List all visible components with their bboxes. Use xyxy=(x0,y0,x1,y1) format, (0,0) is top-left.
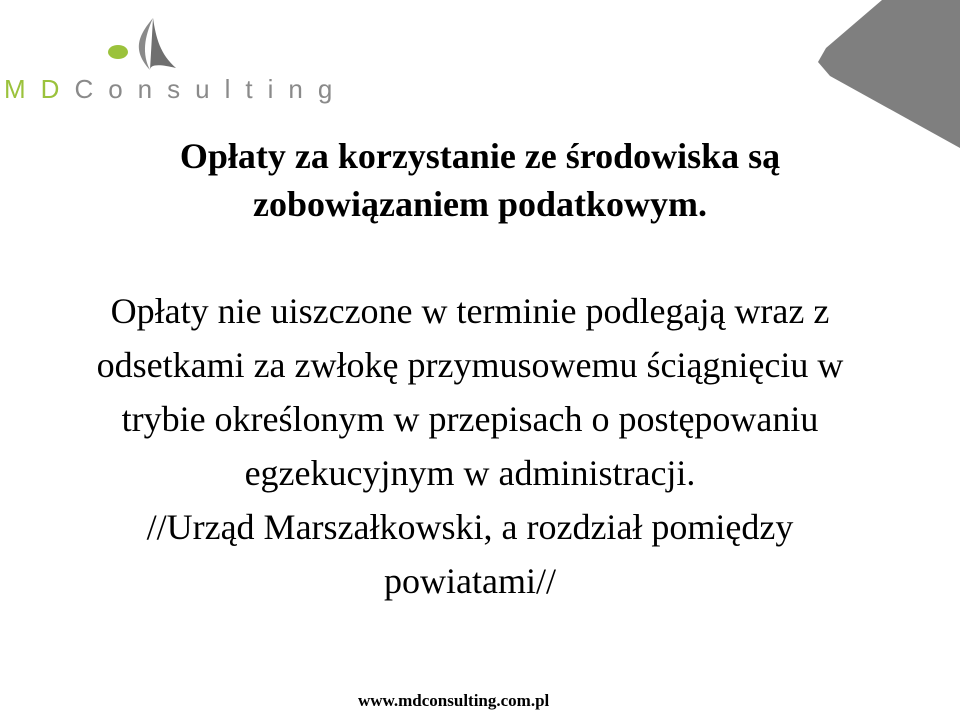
body-line: egzekucyjnym w administracji. xyxy=(244,453,696,493)
heading-line: Opłaty za korzystanie ze środowiska są xyxy=(179,136,781,176)
logo-wordmark xyxy=(4,74,347,104)
body-line: //Urząd Marszałkowski, a rozdział pomiędzy xyxy=(146,507,794,547)
body-line: powiatami// xyxy=(384,561,556,601)
body-line: trybie określonym w przepisach o postępowaniu xyxy=(121,399,819,439)
logo-swoosh-icon xyxy=(98,14,178,78)
corner-triangle-shape xyxy=(818,0,960,148)
slide-body xyxy=(0,284,940,608)
heading-line: zobowiązaniem podatkowym. xyxy=(252,184,707,224)
logo-name: Consulting xyxy=(74,74,348,104)
company-logo xyxy=(0,14,348,104)
body-line: odsetkami za zwłokę przymusowemu ściągnięciu w xyxy=(96,345,844,385)
logo-initials: MD xyxy=(4,74,75,104)
body-line: Opłaty nie uiszczone w terminie podlegają wraz z xyxy=(110,291,830,331)
footer-website-url[interactable]: www.mdconsulting.com.pl xyxy=(358,691,550,710)
slide-heading xyxy=(60,132,900,228)
